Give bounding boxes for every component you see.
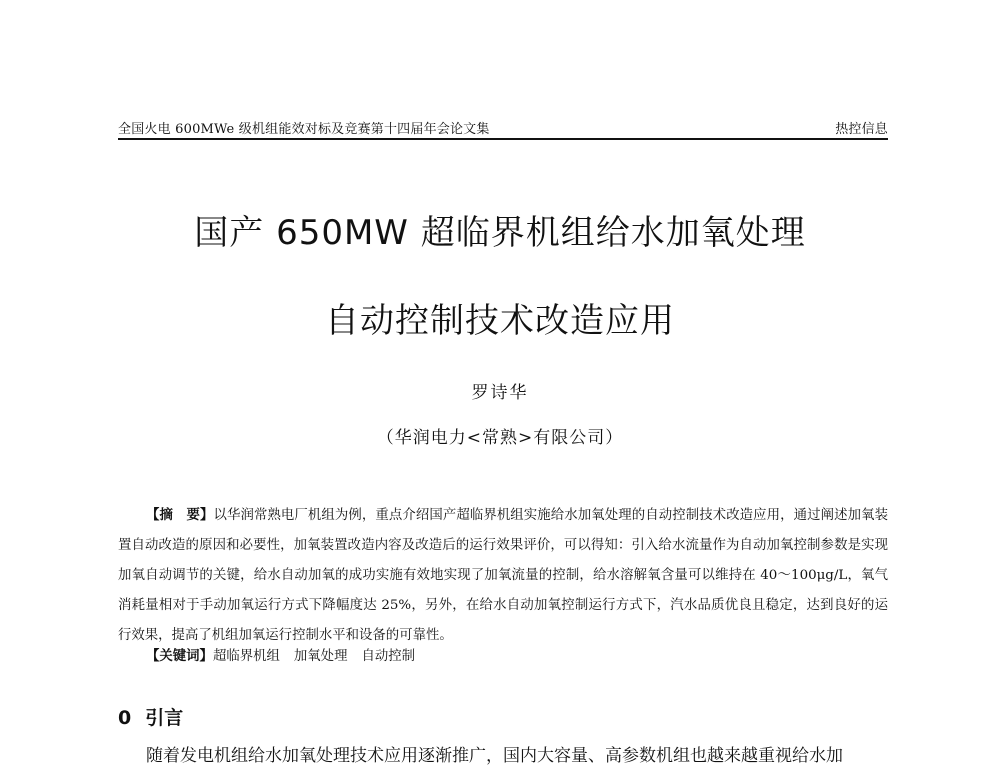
keywords: [146, 646, 886, 667]
keyword-item: 自动控制: [361, 649, 416, 664]
running-header: [118, 118, 888, 137]
section-number: 0: [118, 707, 132, 729]
running-header-left: 全国火电 600MWe 级机组能效对标及竞赛第十四届年会论文集: [118, 122, 490, 137]
keywords-label: 【关键词】: [146, 648, 213, 664]
section-heading: [118, 703, 183, 730]
header-rule: [118, 138, 888, 140]
keyword-item: 超临界机组: [212, 649, 280, 664]
section-title: 引言: [145, 707, 184, 729]
abstract-text: 以华润常熟电厂机组为例，重点介绍国产超临界机组实施给水加氧处理的自动控制技术改造应用，通过阐述加氧装置自动改造的原因和必要性，加氧装置改造内容及改造后的运行效果评价，可以得知：引入给水流量作为自动加氧控制参数是实现加氧自动调节的关键，给水自动加氧的成功实施有效地实现了加氧流量的控制，给水溶解氧含量可以维持在 40～100μg/L，氧气消耗量相对于手动加氧运行方式下降幅度达 25%，另外，在给水自动加氧控制运行方式下，汽水品质优良且稳定，达到良好的运行效果，提高了机组加氧运行控制水平和设备的可靠性。: [118, 508, 889, 643]
affiliation: （华润电力<常熟>有限公司）: [376, 428, 624, 448]
keyword-item: 加氧处理: [293, 649, 348, 664]
body-text-first-line: 随着发电机组给水加氧处理技术应用逐渐推广，国内大容量、高参数机组也越来越重视给水加: [146, 746, 843, 766]
title-line-1: 国产 650MW 超临界机组给水加氧处理: [194, 213, 806, 253]
abstract-label: 【摘 要】: [146, 507, 214, 523]
title-line-2: 自动控制技术改造应用: [325, 301, 675, 341]
abstract: [118, 500, 888, 651]
running-header-right: 热控信息: [835, 122, 888, 137]
author: 罗诗华: [471, 383, 529, 403]
